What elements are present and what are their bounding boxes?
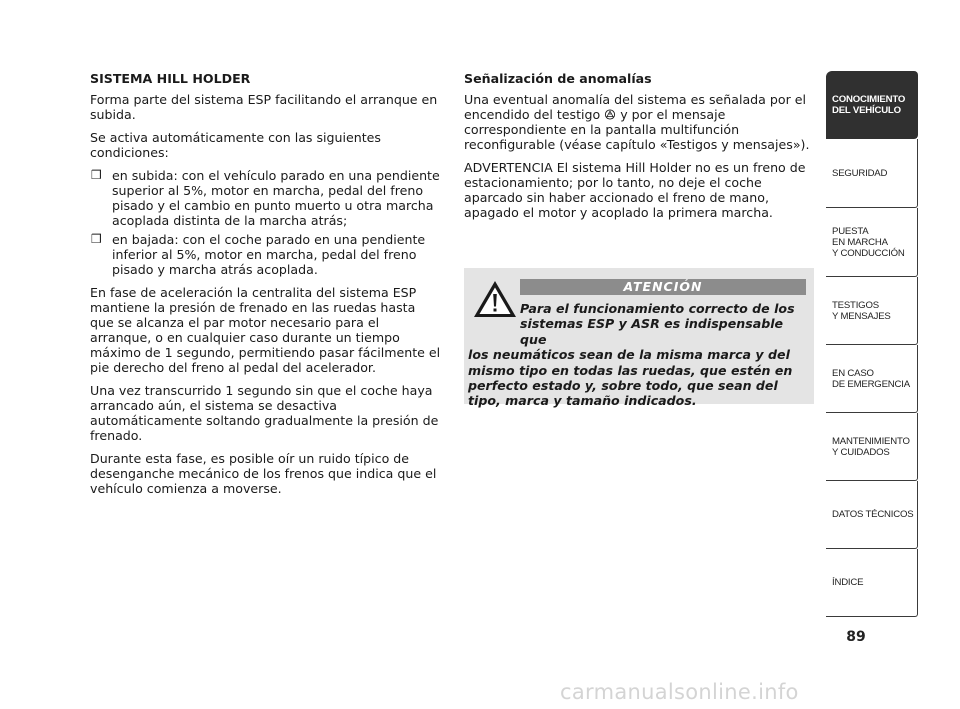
checkbox-bullet-icon: ❒: [91, 168, 102, 182]
warning-box: [464, 268, 814, 409]
list-item-text: en subida: con el vehículo parado en una pendiente superior al 5%, motor en marcha, pedal del freno pisado y el cambio en punto muerto u otra marcha acoplada distinta de la marcha atrás;: [112, 168, 440, 228]
paragraph: Durante esta fase, es posible oír un ruido típico de desenganche mecánico de los frenos que indica que el vehículo comienza a moverse.: [90, 451, 437, 496]
tab-puesta-en-marcha[interactable]: [826, 208, 918, 277]
list-item: [90, 232, 442, 277]
paragraph: Forma parte del sistema ESP facilitando el arranque en subida.: [90, 92, 438, 122]
list-item: [90, 168, 442, 228]
watermark: carmanualsonline.info: [560, 680, 799, 704]
tab-seguridad[interactable]: [826, 139, 918, 208]
paragraph: [464, 92, 814, 152]
tab-label: SEGURIDAD: [832, 167, 888, 179]
tab-label: TESTIGOS Y MENSAJES: [832, 299, 891, 322]
warning-text: [468, 301, 808, 409]
left-column: [90, 71, 442, 504]
page-number: 89: [846, 629, 866, 645]
tab-indice[interactable]: [826, 549, 918, 617]
right-column: [464, 71, 814, 228]
warning-text-rest: los neumáticos sean de la misma marca y del mismo tipo en todas las ruedas, que estén en perfecto estado y, sobre todo, que sean del tipo, marca y tamaño indicados.: [468, 347, 793, 409]
paragraph: ADVERTENCIA El sistema Hill Holder no es un freno de estacionamiento; por lo tanto, no deje el coche aparcado sin haber accionado el freno de mano, apagado el motor y acoplado la primera marcha.: [464, 160, 806, 220]
checkbox-bullet-icon: ❒: [91, 232, 102, 246]
tab-en-caso-de-emergencia[interactable]: [826, 345, 918, 413]
tab-mantenimiento-y-cuidados[interactable]: [826, 413, 918, 481]
warning-text-lead: Para el funcionamiento correcto de los sistemas ESP y ASR es indispensable que: [520, 301, 795, 347]
list-item-text: en bajada: con el coche parado en una pendiente inferior al 5%, motor en marcha, pedal del freno pisado y marcha atrás acoplada.: [112, 232, 426, 277]
tab-datos-tecnicos[interactable]: [826, 481, 918, 549]
tab-testigos-y-mensajes[interactable]: [826, 277, 918, 345]
tab-label: EN CASO DE EMERGENCIA: [832, 367, 910, 390]
condition-list: [90, 168, 442, 277]
paragraph-text: Una eventual anomalía del sistema es señalada por el encendido del testigo: [464, 92, 807, 122]
paragraph: En fase de aceleración la centralita del sistema ESP mantiene la presión de frenado en las ruedas hasta que se alcanza el par motor necesario para el arranque, o en cualquier caso durante un tiempo máximo de 1 segundo, permitiendo pasar fácilmente el pie derecho del freno al pedal del acelerador.: [90, 285, 441, 375]
paragraph: Una vez transcurrido 1 segundo sin que el coche haya arrancado aún, el sistema se desactiva automáticamente soltando gradualmente la presión de frenado.: [90, 383, 439, 443]
paragraph-text: y por el mensaje correspondiente en la pantalla multifunción reconfigurable (véase capítulo «Testigos y mensajes»).: [464, 107, 810, 152]
section-title-anomalies: Señalización de anomalías: [464, 71, 652, 86]
chapter-tabs: [826, 71, 918, 617]
paragraph: Se activa automáticamente con las siguientes condiciones:: [90, 130, 381, 160]
tab-label: PUESTA EN MARCHA Y CONDUCCIÓN: [832, 225, 905, 259]
tab-label: ÍNDICE: [832, 577, 864, 588]
warning-lamp-icon: [604, 108, 616, 120]
tab-conocimiento-del-vehiculo[interactable]: [826, 71, 918, 139]
tab-label: CONOCIMIENTO DEL VEHÍCULO: [832, 93, 906, 116]
section-title-hill-holder: SISTEMA HILL HOLDER: [90, 71, 251, 86]
tab-label: DATOS TÉCNICOS: [832, 509, 914, 520]
tab-label: MANTENIMIENTO Y CUIDADOS: [832, 435, 910, 458]
warning-label: ATENCIÓN: [520, 279, 806, 295]
